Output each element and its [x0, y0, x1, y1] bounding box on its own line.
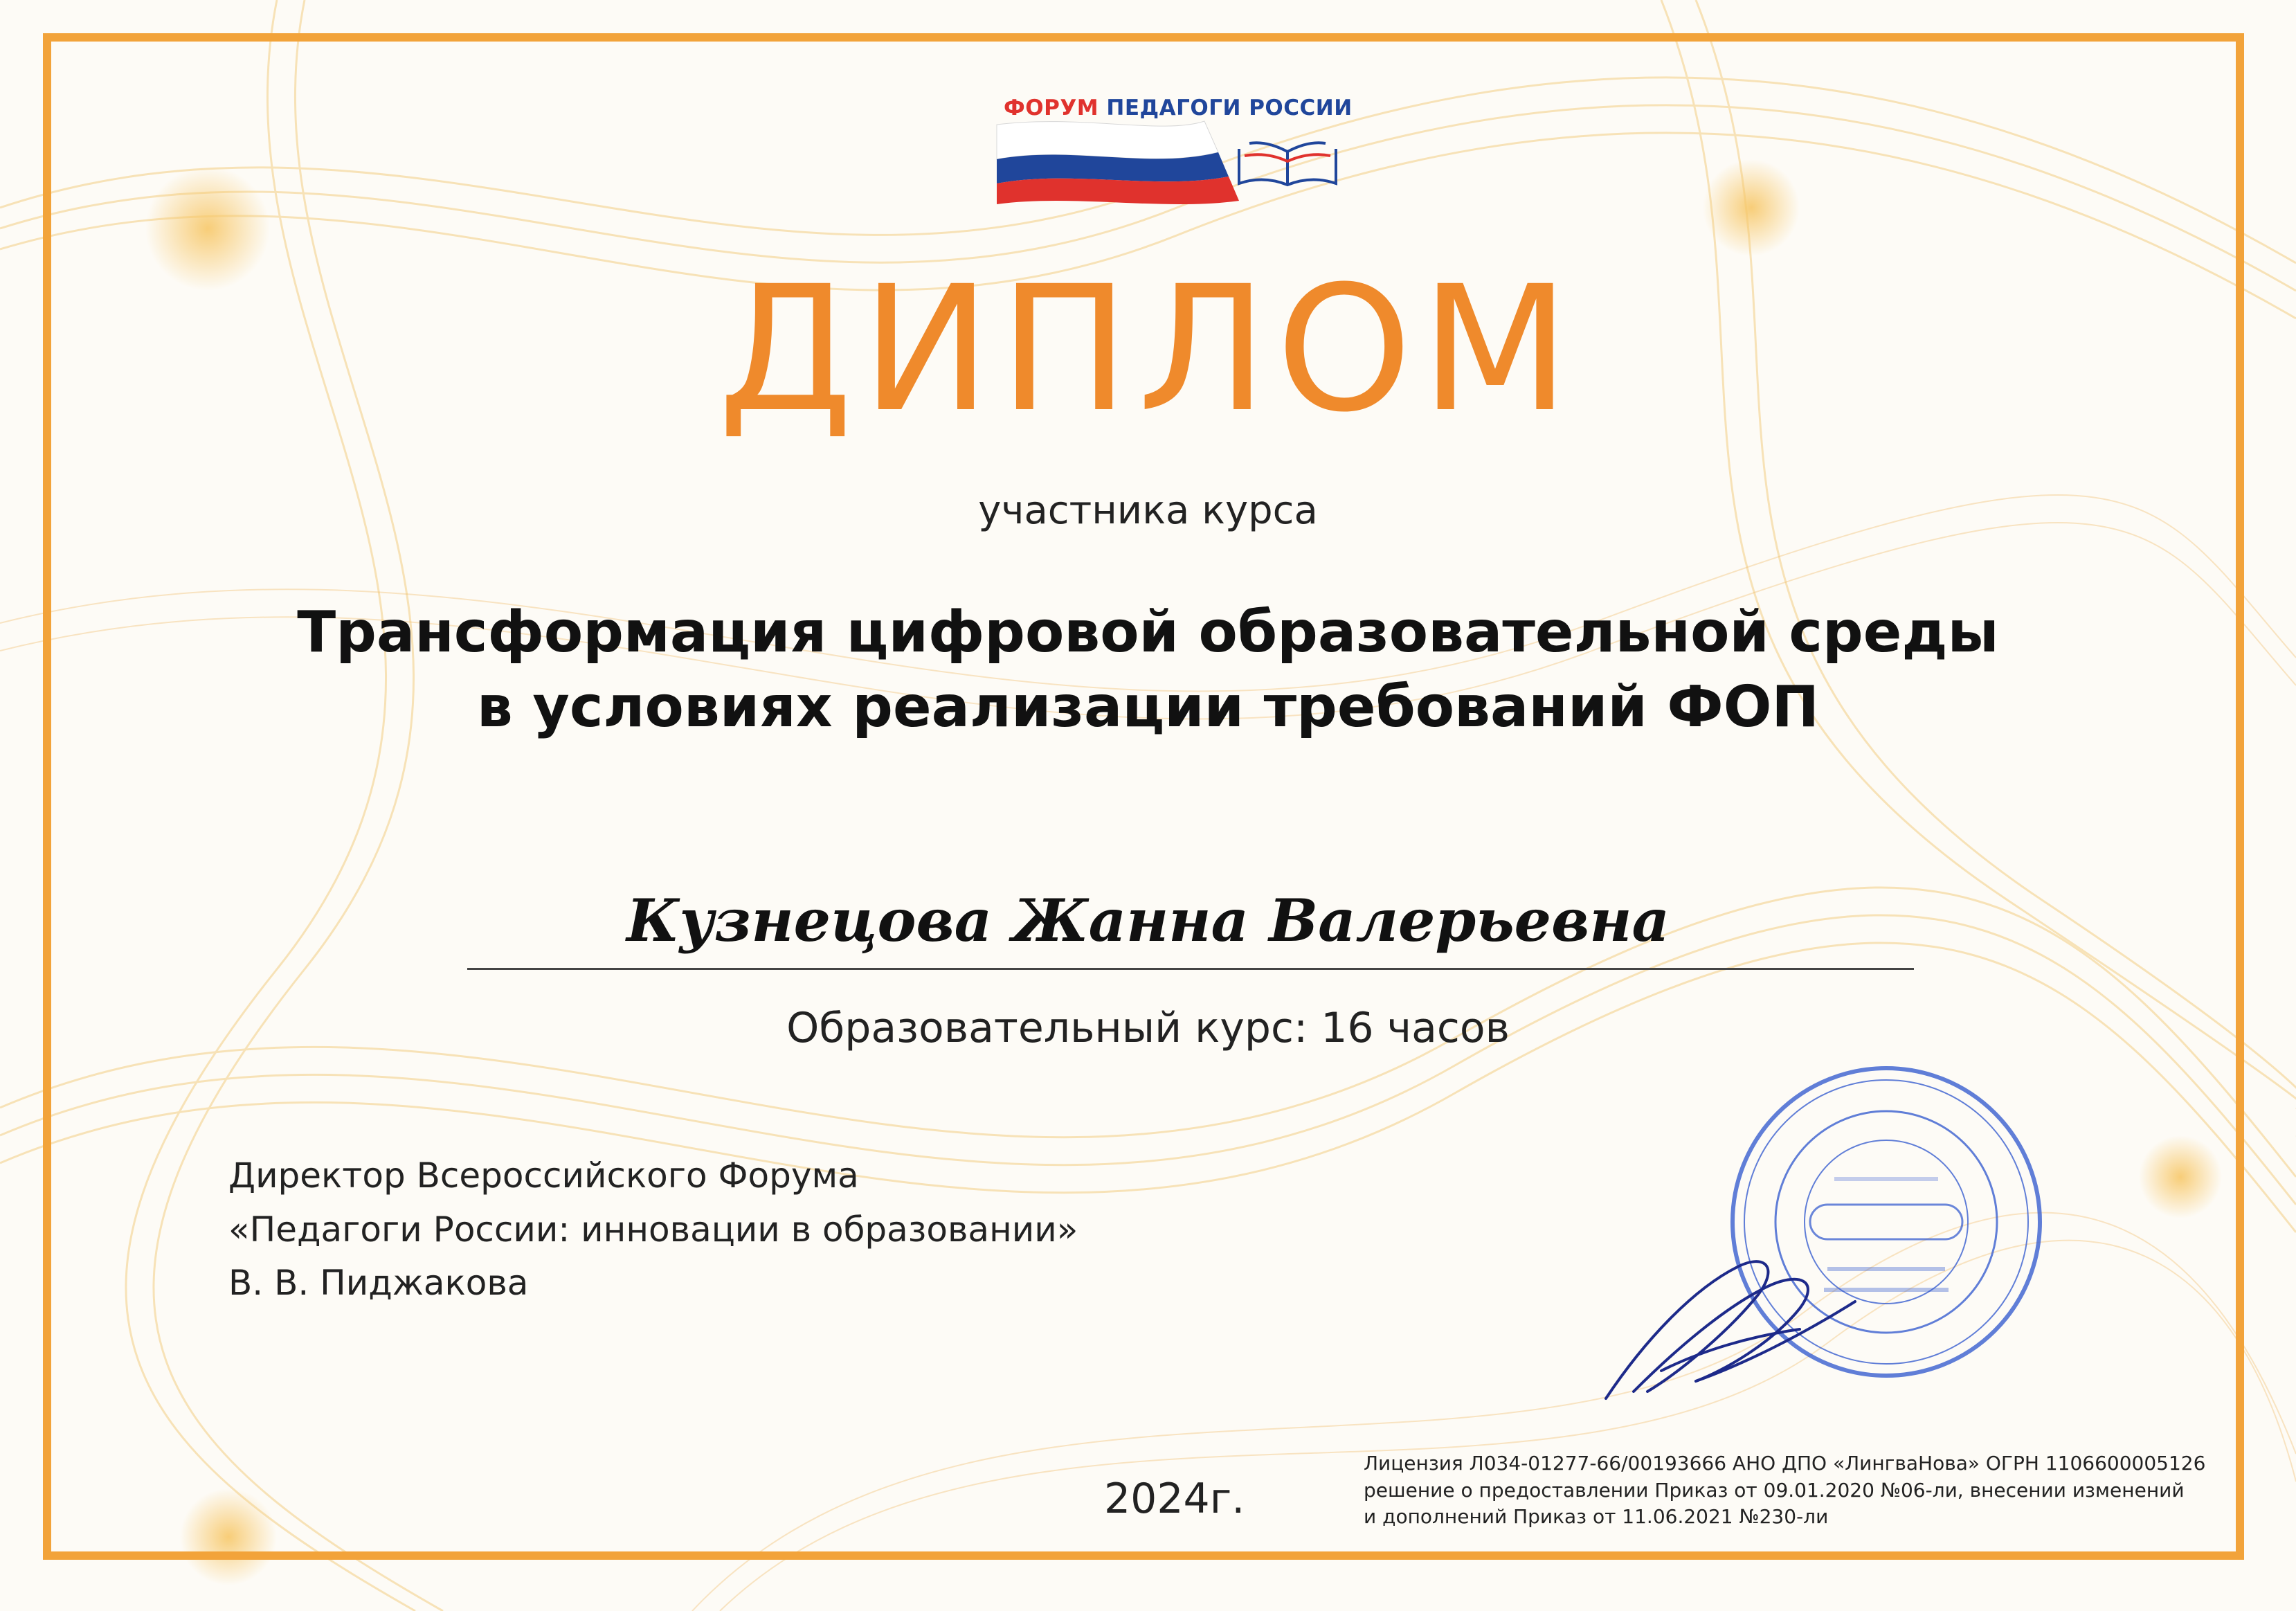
director-name: В. В. Пиджакова	[228, 1263, 529, 1303]
name-underline	[467, 968, 1914, 970]
logo-word-pedagogi: ПЕДАГОГИ РОССИИ	[1106, 96, 1353, 120]
course-title	[0, 595, 2296, 745]
license-line-2: решение о предоставлении Приказ от 09.01.2020 №06-ли, внесении изменений	[1364, 1478, 2185, 1502]
course-title-line-2: в условиях реализации требований ФОП	[476, 674, 1820, 741]
license-text	[1364, 1450, 2205, 1531]
logo-word-forum: ФОРУМ	[1004, 96, 1099, 120]
license-line-1: Лицензия Л034-01277-66/00193666 АНО ДПО «ЛингваНова» ОГРН 1106600005126	[1364, 1452, 2206, 1475]
diploma-subtitle: участника курса	[978, 488, 1318, 533]
director-signature	[1592, 1232, 1869, 1412]
director-line-1: Директор Всероссийского Форума	[228, 1155, 859, 1196]
director-block	[228, 1149, 1078, 1311]
course-hours: Образовательный курс: 16 часов	[786, 1004, 1510, 1052]
diploma-title: ДИПЛОМ	[718, 249, 1578, 450]
director-line-2: «Педагоги России: инновации в образовании»	[228, 1209, 1078, 1250]
recipient-name: Кузнецова Жанна Валерьевна	[626, 886, 1670, 955]
issue-year: 2024г.	[1104, 1475, 1245, 1523]
course-title-line-1: Трансформация цифровой образовательной среды	[297, 600, 1999, 665]
license-line-3: и дополнений Приказ от 11.06.2021 №230-ли	[1364, 1505, 1829, 1529]
forum-logo-text	[1004, 96, 1353, 120]
